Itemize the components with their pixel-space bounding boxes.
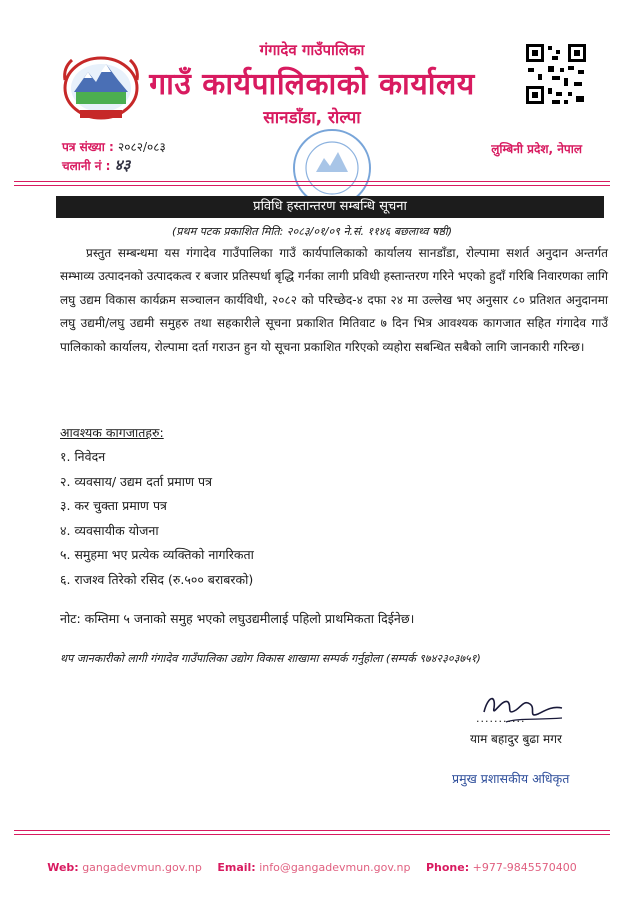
requirement-item: ६. राजश्व तिरेको रसिद (रु.५०० बराबरको): [60, 572, 254, 587]
header-divider: [14, 181, 610, 182]
letter-number: पत्र संख्या : २०८२/०८३: [62, 140, 166, 154]
letter-number-value: २०८२/०८३: [117, 140, 166, 154]
footer-divider: [14, 830, 610, 831]
phone-number: +977-9845570400: [472, 861, 577, 874]
requirements-heading: आवश्यक कागजातहरु:: [60, 425, 164, 440]
contact-info: थप जानकारीको लागी गंगादेव गाउँपालिका उद्योग विकास शाखामा सम्पर्क गर्नुहोला (सम्पर्क ९७४२३०३७५१): [60, 652, 481, 665]
requirement-item: ५. समुहमा भए प्रत्येक व्यक्तिको नागरिकता: [60, 547, 254, 562]
signer-designation: प्रमुख प्रशासकीय अधिकृत: [452, 771, 570, 786]
office-location: सानडाँडा, रोल्पा: [263, 108, 361, 128]
dispatch-number: चलानी नं : ४३: [62, 156, 131, 174]
footer-contacts: Web: gangadevmun.gov.np Email: info@gangadevmun.gov.np Phone: +977-9845570400: [47, 861, 577, 874]
notice-subtitle: (प्रथम पटक प्रकाशित मिति: २०८३/०१/०९ ने.सं. ११४६ बछलाथ्व षष्ठी): [171, 225, 452, 238]
website-link[interactable]: gangadevmun.gov.np: [82, 861, 202, 874]
email-link[interactable]: info@gangadevmun.gov.np: [259, 861, 411, 874]
notice-title: प्रविधि हस्तान्तरण सम्बन्धि सूचना: [56, 196, 604, 218]
notice-body: प्रस्तुत सम्बन्धमा यस गंगादेव गाउँपालिका गाउँ कार्यपालिकाको कार्यालय सानडाँडा, रोल्पामा सशर्त अनुदान अन्तर्गत सम्भाव्य उत्पादनको उत्पादकत्व र बजार प्रतिस्पर्धा बृद्धि गर्नका लागी प्रविधी हस्तान्तरण गरिने भएको हुदाँ गरिबि निवारणका लागि लघु उद्यम विकास कार्यक्रम सञ्चालन कार्यविधी, २०८२ को परिच्छेद-४ दफा २४ मा उल्लेख भए अनुसार ८० प्रतिशत अनुदानमा लघु उद्यमी/लघु उद्यमी समुहरु तथा सहकारीले सूचना प्रकाशित मितिवाट ७ दिन भित्र आवश्यक कागजात सहित गंगादेव गाउँ पालिकाको कार्यालय, रोल्पामा दर्ता गराउन हुन यो सूचना प्रकाशित गरिएको व्यहोरा सबन्धित सबैको लागि जानकारी गरिन्छ।: [60, 246, 608, 354]
municipality-name: गंगादेव गाउँपालिका: [259, 41, 365, 59]
requirement-item: १. निवेदन: [60, 449, 106, 464]
requirement-item: ३. कर चुक्ता प्रमाण पत्र: [60, 498, 167, 513]
signature-line: ...........: [476, 712, 526, 725]
requirement-item: २. व्यवसाय/ उद्यम दर्ता प्रमाण पत्र: [60, 474, 213, 489]
signer-name: याम बहादुर बुढा मगर: [470, 732, 562, 746]
dispatch-number-value: ४३: [114, 156, 131, 174]
office-title: गाउँ कार्यपालिकाको कार्यालय: [149, 67, 475, 102]
requirement-item: ४. व्यवसायीक योजना: [60, 523, 159, 538]
header-divider: [14, 185, 610, 186]
footer-divider: [14, 834, 610, 835]
province-label: लुम्बिनी प्रदेश, नेपाल: [491, 142, 582, 156]
priority-note: नोट: कम्तिमा ५ जनाको समुह भएको लघुउद्यमीलाई पहिलो प्राथमिकता दिईनेछ।: [60, 611, 415, 626]
